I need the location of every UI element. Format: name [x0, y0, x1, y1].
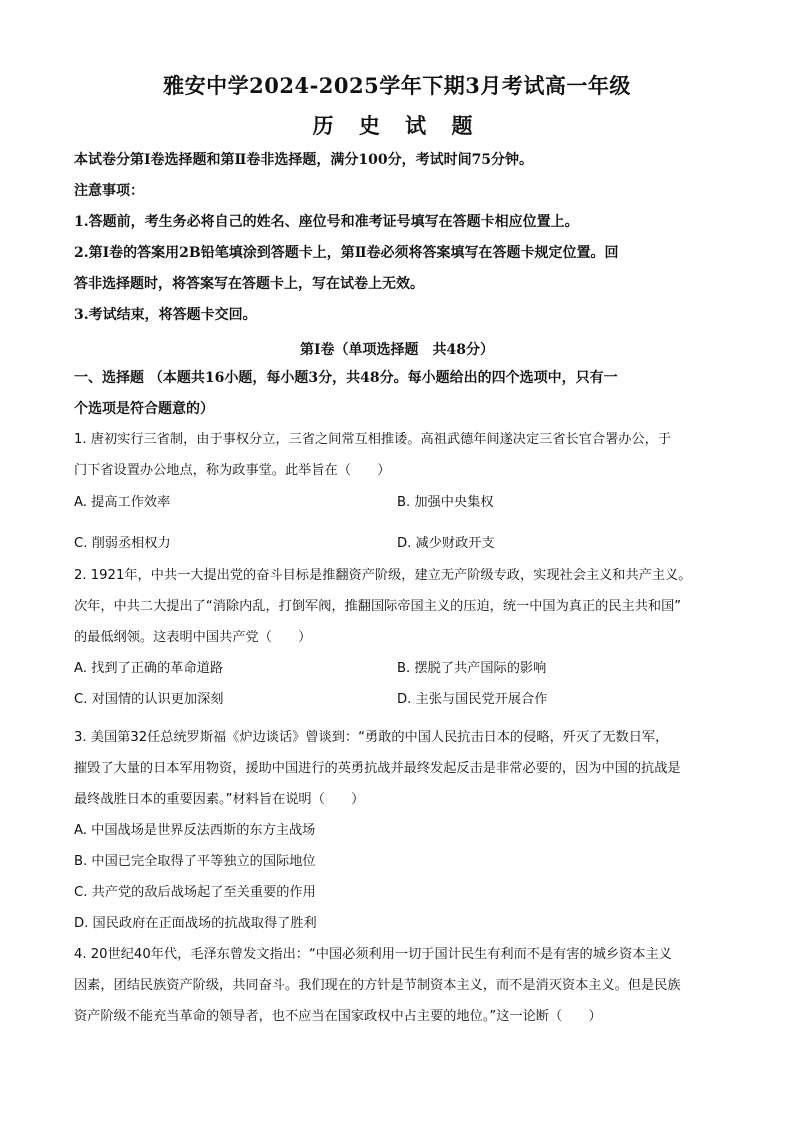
section-heading-line-2: 个选项是符合题意的）: [74, 401, 214, 417]
question-4-line-3: 资产阶级不能充当革命的领导者，也不应当在国家政权中占主要的地位。”这一论断（ ）: [74, 1009, 602, 1024]
question-1-option-d: D. 减少财政开支: [397, 536, 495, 551]
notice-item-3: 3.考试结束，将答题卡交回。: [74, 307, 257, 323]
notice-item-1: 1.答题前，考生务必将自己的姓名、座位号和准考证号填写在答题卡相应位置上。: [74, 214, 579, 230]
question-2-line-3: 的最低纲领。这表明中国共产党（ ）: [74, 630, 312, 645]
notice-item-2-line-2: 答非选择题时，将答案写在答题卡上，写在试卷上无效。: [74, 276, 424, 292]
question-4-line-1: 4. 20世纪40年代，毛泽东曾发文指出：“中国必须利用一切于国计民生有利而不是有害的城乡资本主义: [74, 947, 672, 962]
exam-title: 雅安中学2024-2025学年下期3月考试高一年级: [163, 73, 631, 98]
notice-heading: 注意事项：: [74, 183, 144, 199]
question-1-option-b: B. 加强中央集权: [397, 495, 494, 510]
question-2-option-d: D. 主张与国民党开展合作: [397, 692, 548, 707]
question-3-line-3: 最终战胜日本的重要因素。”材料旨在说明（ ）: [74, 792, 365, 807]
question-1-line-1: 1. 唐初实行三省制，由于事权分立，三省之间常互相推诿。高祖武德年间遂决定三省长官合署办公，于: [74, 432, 672, 447]
question-3-option-d: D. 国民政府在正面战场的抗战取得了胜利: [74, 916, 317, 931]
question-2-option-a: A. 找到了正确的革命道路: [74, 661, 224, 676]
section-heading-line-1: 一、选择题 （本题共16小题，每小题3分，共48分。每小题给出的四个选项中，只有一: [74, 370, 618, 386]
exam-subtitle: 历 史 试 题: [312, 113, 482, 138]
question-4-line-2: 因素，团结民族资产阶级，共同奋斗。我们现在的方针是节制资本主义，而不是消灭资本主义。但是民族: [74, 978, 681, 993]
question-2-option-c: C. 对国情的认识更加深刻: [74, 692, 224, 707]
question-3-option-c: C. 共产党的敌后战场起了至关重要的作用: [74, 885, 316, 900]
question-2-line-2: 次年，中共二大提出了“消除内乱，打倒军阀，推翻国际帝国主义的压迫，统一中国为真正的民主共和国”: [74, 599, 682, 614]
question-3-line-2: 摧毁了大量的日本军用物资，援助中国进行的英勇抗战并最终发起反击是非常必要的，因为中国的抗战是: [74, 761, 681, 776]
question-1-option-a: A. 提高工作效率: [74, 495, 171, 510]
notice-item-2-line-1: 2.第Ⅰ卷的答案用2B铅笔填涂到答题卡上，第Ⅱ卷必须将答案填写在答题卡规定位置。回: [74, 245, 619, 261]
question-3-line-1: 3. 美国第32任总统罗斯福《炉边谈话》曾谈到：“勇敢的中国人民抗击日本的侵略，歼灭了无数日军，: [74, 730, 669, 745]
question-1-option-c: C. 削弱丞相权力: [74, 536, 171, 551]
question-2-option-b: B. 摆脱了共产国际的影响: [397, 661, 547, 676]
question-3-option-b: B. 中国已完全取得了平等独立的国际地位: [74, 854, 316, 869]
question-3-option-a: A. 中国战场是世界反法西斯的东方主战场: [74, 823, 316, 838]
question-1-line-2: 门下省设置办公地点，称为政事堂。此举旨在（ ）: [74, 463, 391, 478]
intro-text: 本试卷分第Ⅰ卷选择题和第Ⅱ卷非选择题，满分100分，考试时间75分钟。: [74, 152, 534, 168]
question-2-line-1: 2. 1921年，中共一大提出党的奋斗目标是推翻资产阶级，建立无产阶级专政，实现社会主义和共产主义。: [74, 568, 692, 583]
part1-heading: 第Ⅰ卷（单项选择题 共48分）: [299, 342, 495, 358]
